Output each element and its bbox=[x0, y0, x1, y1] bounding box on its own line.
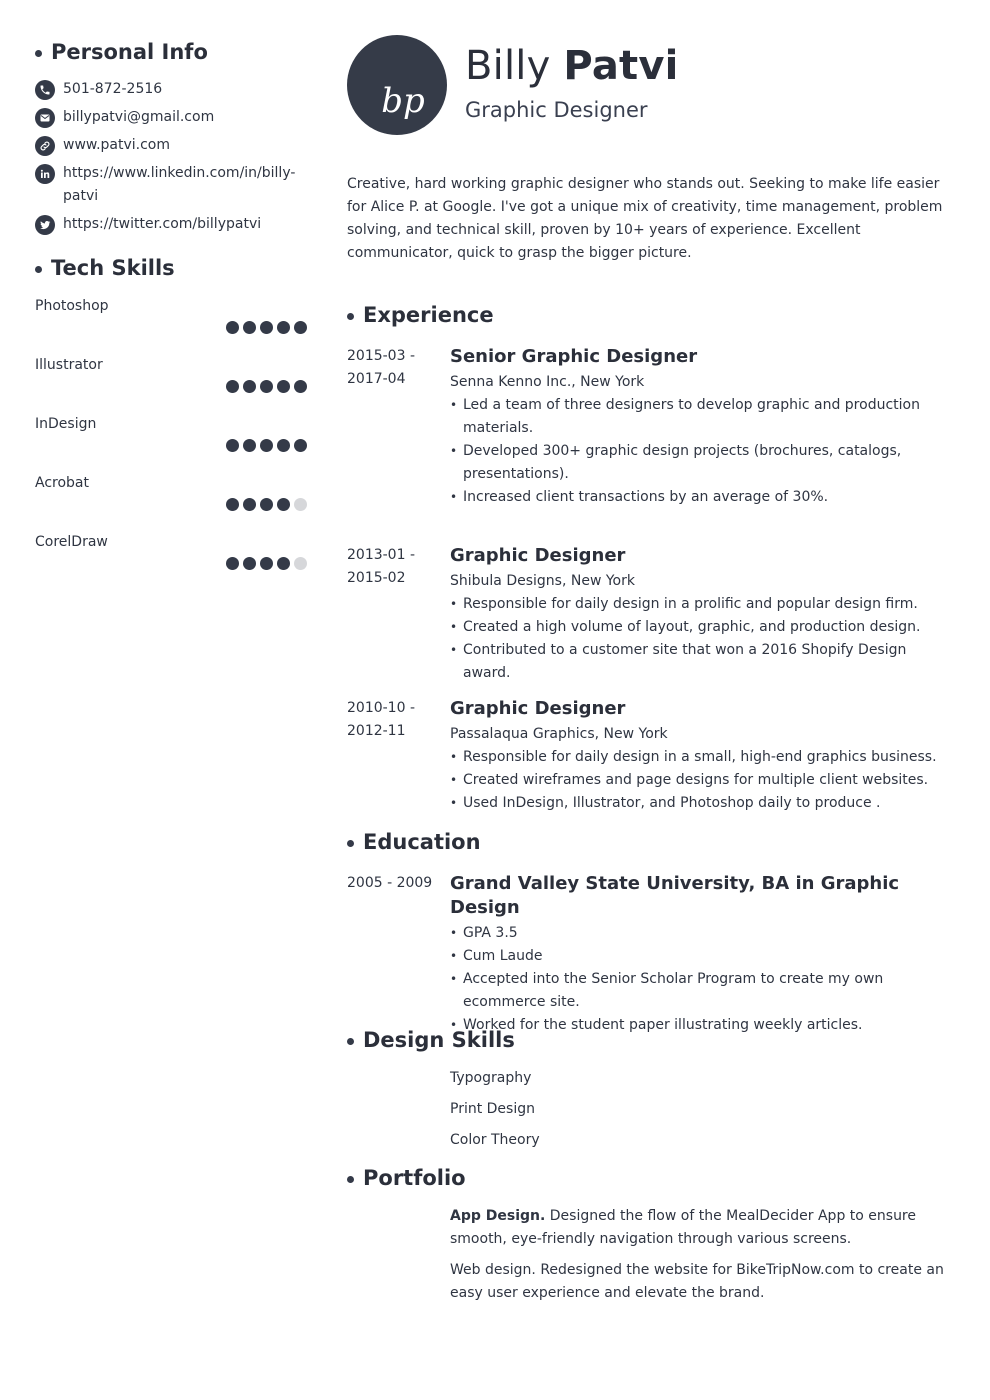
entry-date: 2005 - 2009 bbox=[347, 875, 433, 891]
bullet-item: • Worked for the student paper illustrating weekly articles. bbox=[450, 1014, 952, 1037]
skill-acrobat bbox=[35, 473, 307, 532]
contact-email bbox=[35, 106, 307, 129]
entry-organization: Senna Kenno Inc., New York bbox=[450, 374, 645, 390]
last-name: Patvi bbox=[563, 43, 679, 89]
entry-body bbox=[450, 345, 952, 509]
rating-dot-filled bbox=[260, 557, 273, 570]
rating-dot-filled bbox=[277, 557, 290, 570]
avatar bbox=[347, 35, 447, 135]
skill-name: Acrobat bbox=[35, 475, 89, 491]
design-skill-item: Color Theory bbox=[450, 1132, 540, 1148]
portfolio-item-lead: App Design. bbox=[450, 1208, 546, 1224]
sidebar bbox=[35, 38, 307, 591]
rating-dot-filled bbox=[226, 439, 239, 452]
phone-text: 501-872-2516 bbox=[63, 81, 163, 97]
portfolio-item bbox=[450, 1259, 955, 1305]
rating-dot-empty bbox=[294, 557, 307, 570]
rating-dot-filled bbox=[277, 321, 290, 334]
link-icon bbox=[35, 136, 55, 156]
entry-date: 2010-10 - 2012-11 bbox=[347, 700, 415, 739]
entry-bullets bbox=[450, 394, 952, 509]
education-heading: Education bbox=[347, 828, 481, 856]
first-name: Billy bbox=[465, 43, 551, 89]
bullet-item: • Responsible for daily design in a prolific and popular design firm. bbox=[450, 593, 952, 616]
portfolio-item bbox=[450, 1205, 955, 1251]
experience-heading: Experience bbox=[347, 301, 494, 329]
candidate-name bbox=[465, 40, 679, 92]
rating-dot-filled bbox=[243, 380, 256, 393]
skill-indesign bbox=[35, 414, 307, 473]
design-skills-list bbox=[450, 1067, 540, 1160]
phone-icon bbox=[35, 80, 55, 100]
contact-phone bbox=[35, 78, 307, 101]
experience-entry bbox=[347, 697, 952, 815]
entry-role: Graphic Designer bbox=[450, 698, 626, 719]
rating-dot-filled bbox=[294, 439, 307, 452]
bullet-item: • Increased client transactions by an average of 30%. bbox=[450, 486, 952, 509]
skill-coreldraw bbox=[35, 532, 307, 591]
skill-name: InDesign bbox=[35, 416, 97, 432]
entry-date: 2015-03 - 2017-04 bbox=[347, 348, 415, 387]
twitter-text[interactable]: https://twitter.com/billypatvi bbox=[63, 216, 262, 232]
entry-role: Graphic Designer bbox=[450, 545, 626, 566]
skill-name: Illustrator bbox=[35, 357, 103, 373]
design-skills-heading: Design Skills bbox=[347, 1026, 515, 1054]
rating-dot-filled bbox=[294, 380, 307, 393]
skill-illustrator bbox=[35, 355, 307, 414]
entry-body bbox=[450, 872, 952, 1037]
bullet-item: • Developed 300+ graphic design projects (brochures, catalogs, presentations). bbox=[450, 440, 952, 486]
email-text[interactable]: billypatvi@gmail.com bbox=[63, 109, 215, 125]
skill-rating bbox=[226, 439, 307, 452]
linkedin-text[interactable]: https://www.linkedin.com/in/billy-patvi bbox=[63, 165, 296, 204]
rating-dot-filled bbox=[277, 439, 290, 452]
contact-website bbox=[35, 134, 307, 157]
contact-linkedin bbox=[35, 162, 307, 208]
bullet-item: • Accepted into the Senior Scholar Program to create my own ecommerce site. bbox=[450, 968, 952, 1014]
entry-body bbox=[450, 544, 952, 685]
rating-dot-filled bbox=[226, 321, 239, 334]
bullet-item: • Created wireframes and page designs for multiple client websites. bbox=[450, 769, 952, 792]
portfolio-heading: Portfolio bbox=[347, 1164, 466, 1192]
bullet-item: • Cum Laude bbox=[450, 945, 952, 968]
rating-dot-filled bbox=[294, 321, 307, 334]
experience-entry bbox=[347, 345, 952, 509]
skill-rating bbox=[226, 380, 307, 393]
entry-bullets bbox=[450, 593, 952, 685]
skill-rating bbox=[226, 498, 307, 511]
website-text[interactable]: www.patvi.com bbox=[63, 137, 170, 153]
entry-role: Senior Graphic Designer bbox=[450, 346, 698, 367]
rating-dot-filled bbox=[260, 439, 273, 452]
rating-dot-filled bbox=[226, 498, 239, 511]
bullet-item: • Led a team of three designers to develop graphic and production materials. bbox=[450, 394, 952, 440]
skill-photoshop bbox=[35, 296, 307, 355]
twitter-icon bbox=[35, 215, 55, 235]
skill-rating bbox=[226, 321, 307, 334]
entry-organization: Shibula Designs, New York bbox=[450, 573, 635, 589]
rating-dot-filled bbox=[277, 498, 290, 511]
linkedin-icon bbox=[35, 164, 55, 184]
email-icon bbox=[35, 108, 55, 128]
entry-bullets bbox=[450, 922, 952, 1037]
avatar-initials: bp bbox=[381, 81, 425, 121]
personal-info-heading: Personal Info bbox=[35, 38, 307, 66]
entry-bullets bbox=[450, 746, 952, 815]
rating-dot-filled bbox=[260, 498, 273, 511]
skill-name: CorelDraw bbox=[35, 534, 108, 550]
contact-list bbox=[35, 78, 307, 236]
design-skill-item: Print Design bbox=[450, 1101, 535, 1117]
education-entry bbox=[347, 872, 952, 1037]
entry-date: 2013-01 - 2015-02 bbox=[347, 547, 415, 586]
tech-skills-list bbox=[35, 296, 307, 591]
rating-dot-filled bbox=[277, 380, 290, 393]
rating-dot-filled bbox=[243, 498, 256, 511]
bullet-item: • Created a high volume of layout, graphic, and production design. bbox=[450, 616, 952, 639]
rating-dot-filled bbox=[226, 557, 239, 570]
rating-dot-filled bbox=[243, 439, 256, 452]
rating-dot-filled bbox=[243, 321, 256, 334]
entry-body bbox=[450, 697, 952, 815]
rating-dot-filled bbox=[260, 380, 273, 393]
bullet-item: • Responsible for daily design in a small, high-end graphics business. bbox=[450, 746, 952, 769]
bullet-item: • Contributed to a customer site that won a 2016 Shopify Design award. bbox=[450, 639, 952, 685]
tech-skills-heading: Tech Skills bbox=[35, 254, 307, 282]
rating-dot-filled bbox=[226, 380, 239, 393]
design-skill-item: Typography bbox=[450, 1070, 532, 1086]
skill-rating bbox=[226, 557, 307, 570]
portfolio-list bbox=[450, 1205, 955, 1313]
entry-organization: Passalaqua Graphics, New York bbox=[450, 726, 668, 742]
profile-summary: Creative, hard working graphic designer who stands out. Seeking to make life easier for Alice P. at Google. I've got a unique mix of creativity, time management, problem solving, and technical skill, proven by 10+ years of experience. Excellent communicator, quick to grasp the bigger picture. bbox=[347, 176, 943, 261]
experience-entry bbox=[347, 544, 952, 685]
portfolio-item-text: Designed the flow of the MealDecider App to ensure smooth, eye-friendly navigation through various screens. bbox=[450, 1208, 916, 1247]
rating-dot-filled bbox=[260, 321, 273, 334]
skill-name: Photoshop bbox=[35, 298, 109, 314]
portfolio-item-text: Web design. Redesigned the website for BikeTripNow.com to create an easy user experience and elevate the brand. bbox=[450, 1262, 944, 1301]
bullet-item: • GPA 3.5 bbox=[450, 922, 952, 945]
job-title: Graphic Designer bbox=[465, 98, 648, 122]
contact-twitter bbox=[35, 213, 307, 236]
bullet-item: • Used InDesign, Illustrator, and Photoshop daily to produce . bbox=[450, 792, 952, 815]
entry-degree: Grand Valley State University, BA in Graphic Design bbox=[450, 873, 900, 918]
rating-dot-filled bbox=[243, 557, 256, 570]
rating-dot-empty bbox=[294, 498, 307, 511]
